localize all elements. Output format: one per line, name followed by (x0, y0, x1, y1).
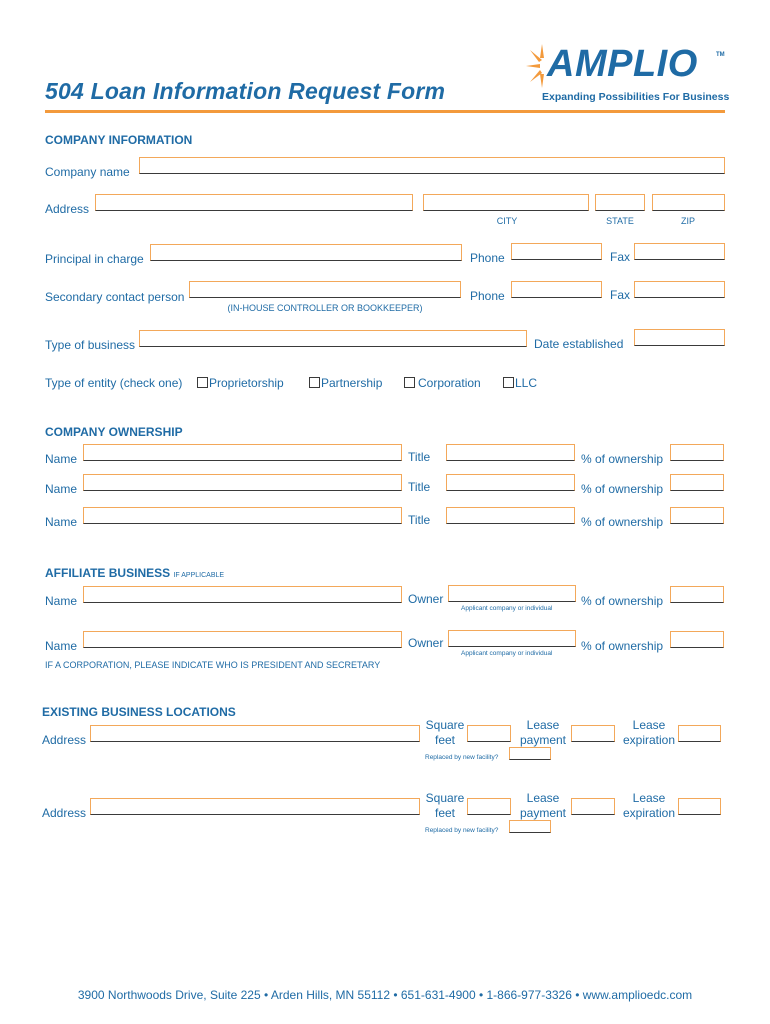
principal-field[interactable] (150, 244, 462, 261)
affiliate-2-name-label: Name (45, 639, 78, 653)
lease-exp-line-1: Lease (632, 718, 666, 732)
owner-2-pct-label: % of ownership (581, 482, 664, 496)
affiliate-1-owner-caption: Applicant company or individual (461, 605, 553, 612)
square-label-line-2: feet (434, 806, 455, 820)
lease-pay-line-1: Lease (526, 718, 560, 732)
affiliate-2-pct-label: % of ownership (581, 639, 664, 653)
llc-checkbox[interactable] (503, 377, 514, 388)
owner-1-name-field[interactable] (83, 444, 402, 461)
company-name-label: Company name (45, 165, 130, 179)
header-divider (45, 110, 725, 113)
owner-3-pct-field[interactable] (670, 507, 724, 524)
type-of-business-field[interactable] (139, 330, 527, 347)
secondary-fax-label: Fax (610, 288, 631, 302)
principal-fax-field[interactable] (634, 243, 725, 260)
owner-3-name-field[interactable] (83, 507, 402, 524)
lease-pay-line-1: Lease (526, 791, 560, 805)
owner-3-pct-label: % of ownership (581, 515, 664, 529)
section-company-ownership: COMPANY OWNERSHIP (45, 425, 183, 439)
owner-3-title-label: Title (408, 513, 431, 527)
owner-3-name-label: Name (45, 515, 78, 529)
affiliate-1-pct-field[interactable] (670, 586, 724, 603)
footer-contact: 3900 Northwoods Drive, Suite 225 • Arden Hills, MN 55112 • 651-631-4900 • 1-866-977-3326 • www.amplioedc.com (77, 988, 693, 1002)
location-2-address-label: Address (42, 806, 87, 820)
secondary-phone-label: Phone (470, 289, 505, 303)
secondary-contact-field[interactable] (189, 281, 461, 298)
secondary-phone-field[interactable] (511, 281, 602, 298)
company-name-field[interactable] (139, 157, 725, 174)
owner-1-name-label: Name (45, 452, 78, 466)
owner-2-title-label: Title (408, 480, 431, 494)
corporation-note: IF A CORPORATION, PLEASE INDICATE WHO IS PRESIDENT AND SECRETARY (45, 660, 381, 670)
secondary-contact-label: Secondary contact person (45, 290, 185, 304)
lease-pay-line-2: payment (519, 733, 567, 747)
lease-exp-line-1: Lease (632, 791, 666, 805)
location-1-lease-expiration-field[interactable] (678, 725, 721, 742)
affiliate-heading-text: AFFILIATE BUSINESS (45, 566, 171, 580)
owner-1-title-field[interactable] (446, 444, 575, 461)
date-established-label: Date established (534, 337, 624, 351)
location-2-replaced-field[interactable] (509, 820, 551, 833)
affiliate-1-name-field[interactable] (83, 586, 402, 603)
address-state-field[interactable] (595, 194, 645, 211)
location-1-square-feet-label (423, 718, 467, 748)
zip-caption: ZIP (680, 216, 695, 226)
location-2-replaced-label: Replaced by new facility? (425, 827, 499, 834)
principal-phone-label: Phone (470, 251, 505, 265)
location-2-lease-payment-label (516, 791, 570, 821)
state-caption: STATE (606, 216, 634, 226)
lease-exp-line-2: expiration (622, 733, 676, 747)
location-2-lease-expiration-label (620, 791, 678, 821)
partnership-label: Partnership (321, 376, 383, 390)
section-affiliate-business (45, 566, 224, 580)
address-label: Address (45, 202, 90, 216)
type-of-business-label: Type of business (45, 338, 136, 352)
owner-2-name-field[interactable] (83, 474, 402, 491)
llc-label: LLC (515, 376, 538, 390)
location-2-lease-expiration-field[interactable] (678, 798, 721, 815)
location-2-square-feet-field[interactable] (467, 798, 511, 815)
square-label-line-1: Square (425, 718, 465, 732)
section-existing-locations: EXISTING BUSINESS LOCATIONS (42, 705, 236, 719)
affiliate-2-pct-field[interactable] (670, 631, 724, 648)
secondary-fax-field[interactable] (634, 281, 725, 298)
affiliate-2-owner-label: Owner (408, 636, 444, 650)
affiliate-heading-sub: IF APPLICABLE (173, 572, 225, 579)
owner-2-name-label: Name (45, 482, 78, 496)
owner-2-title-field[interactable] (446, 474, 575, 491)
location-1-replaced-field[interactable] (509, 747, 551, 760)
lease-exp-line-2: expiration (622, 806, 676, 820)
owner-3-title-field[interactable] (446, 507, 575, 524)
location-1-address-label: Address (42, 733, 87, 747)
principal-label: Principal in charge (45, 252, 144, 266)
page-title: 504 Loan Information Request Form (45, 78, 446, 104)
affiliate-2-owner-field[interactable] (448, 630, 576, 647)
section-company-information: COMPANY INFORMATION (45, 133, 193, 147)
logo-tagline: Expanding Possibilities For Business (542, 91, 730, 103)
affiliate-2-name-field[interactable] (83, 631, 402, 648)
owner-1-title-label: Title (408, 450, 431, 464)
location-1-replaced-label: Replaced by new facility? (425, 754, 499, 761)
corporation-label: Corporation (418, 376, 481, 390)
logo-trademark: TM (716, 52, 725, 58)
square-label-line-1: Square (425, 791, 465, 805)
partnership-checkbox[interactable] (309, 377, 320, 388)
affiliate-2-owner-caption: Applicant company or individual (461, 650, 553, 657)
affiliate-1-owner-label: Owner (408, 592, 444, 606)
location-2-lease-payment-field[interactable] (571, 798, 615, 815)
location-1-lease-payment-label (516, 718, 570, 748)
affiliate-1-pct-label: % of ownership (581, 594, 664, 608)
entity-type-label: Type of entity (check one) (45, 376, 183, 390)
location-2-address-field[interactable] (90, 798, 420, 815)
location-1-lease-payment-field[interactable] (571, 725, 615, 742)
location-1-address-field[interactable] (90, 725, 420, 742)
affiliate-1-name-label: Name (45, 594, 78, 608)
address-zip-field[interactable] (652, 194, 725, 211)
location-2-square-feet-label (423, 791, 467, 821)
address-city-field[interactable] (423, 194, 589, 211)
owner-1-pct-label: % of ownership (581, 452, 664, 466)
square-label-line-2: feet (434, 733, 455, 747)
proprietorship-checkbox[interactable] (197, 377, 208, 388)
corporation-checkbox[interactable] (404, 377, 415, 388)
owner-2-pct-field[interactable] (670, 474, 724, 491)
lease-pay-line-2: payment (519, 806, 567, 820)
logo-wordmark: AMPLIO (547, 43, 698, 85)
location-1-lease-expiration-label (620, 718, 678, 748)
affiliate-1-owner-field[interactable] (448, 585, 576, 602)
secondary-contact-caption: (IN-HOUSE CONTROLLER OR BOOKKEEPER) (227, 303, 423, 313)
owner-1-pct-field[interactable] (670, 444, 724, 461)
proprietorship-label: Proprietorship (209, 376, 284, 390)
address-street-field[interactable] (95, 194, 413, 211)
city-caption: CITY (496, 216, 518, 226)
date-established-field[interactable] (634, 329, 725, 346)
location-1-square-feet-field[interactable] (467, 725, 511, 742)
principal-phone-field[interactable] (511, 243, 602, 260)
principal-fax-label: Fax (610, 250, 631, 264)
